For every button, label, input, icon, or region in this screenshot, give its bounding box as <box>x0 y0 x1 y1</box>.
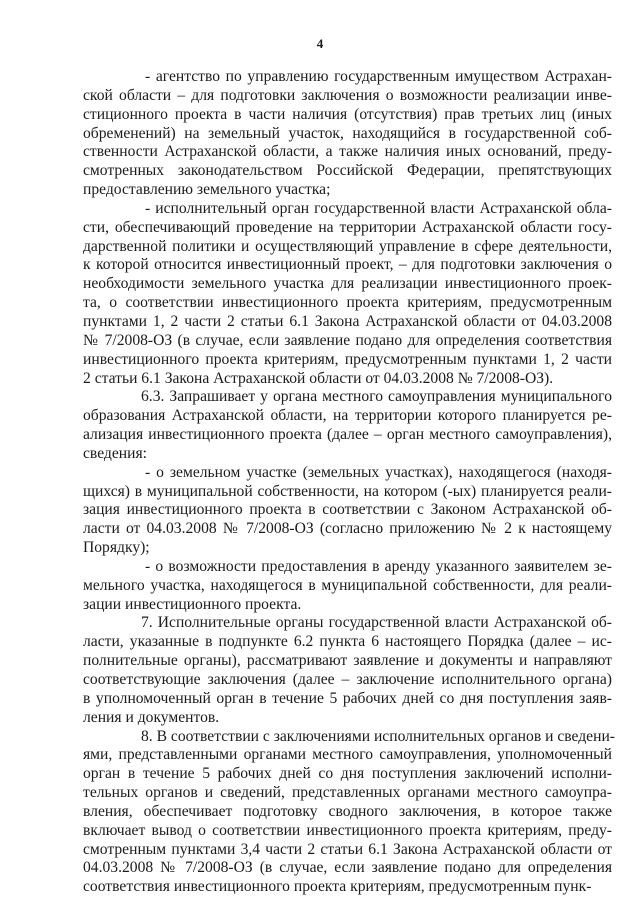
text-line: 2 статьи 6.1 Закона Астраханской области от 04.03.2008 № 7/2008-ОЗ). <box>83 369 554 387</box>
text-line: - о возможности предоставления в аренду указанного заявителем зе- <box>145 557 612 575</box>
text-line: зация инвестиционного проекта в соответствии с Законом Астраханской об- <box>83 501 612 519</box>
text-line: смотренным пунктами 3,4 части 2 статьи 6.1 Закона Астраханской области от <box>83 840 612 858</box>
text-line: тельных органов и сведений, представленных органами местного самоупра- <box>83 784 612 802</box>
text-line: 6.3. Запрашивает у органа местного самоуправления муниципального <box>141 388 612 406</box>
paragraph-bullet-land-plot <box>83 464 612 558</box>
text-line: к которой относится инвестиционный проект, – для подготовки заключения о <box>83 256 612 274</box>
text-line: дарственной политики и осуществляющий управление в сфере деятельности, <box>83 237 612 255</box>
text-line: пунктами 1, 2 части 2 статьи 6.1 Закона Астраханской области от 04.03.2008 <box>83 312 612 330</box>
text-line: ями, представленными органами местного самоуправления, уполномоченный <box>83 746 612 764</box>
text-line: ской области – для подготовки заключения о возможности реализации инве- <box>83 86 612 104</box>
text-line: 7. Исполнительные органы государственной власти Астраханской об- <box>141 614 612 632</box>
text-line: орган в течение 5 рабочих дней со дня поступления заключений исполни- <box>83 765 612 783</box>
text-line: зации инвестиционного проекта. <box>83 595 302 613</box>
text-line: образования Астраханской области, на территории которого планируется ре- <box>83 407 612 425</box>
text-line: смотренных законодательством Российской Федерации, препятствующих <box>83 162 612 180</box>
text-line: сведения: <box>83 444 147 462</box>
text-line: необходимости земельного участка для реализации инвестиционного проек- <box>83 275 612 293</box>
text-line: соответствия инвестиционного проекта критериям, предусмотренным пунк- <box>83 878 592 896</box>
text-line: щихся) в муниципальной собственности, на котором (-ых) планируется реали- <box>83 482 612 500</box>
paragraph-bullet-lease <box>83 558 612 615</box>
text-line: вления, обеспечивает подготовку сводного заключения, в которое также <box>83 802 612 820</box>
text-line: 8. В соответствии с заключениями исполнительных органов и сведени- <box>141 727 615 745</box>
text-line: соответствующие заключения (далее – заключение исполнительного органа) <box>83 671 612 688</box>
text-line: обременений) на земельный участок, находящийся в государственной соб- <box>83 124 612 142</box>
text-line: ласти от 04.03.2008 № 7/2008-ОЗ (согласно приложению № 2 к настоящему <box>83 520 612 538</box>
text-line: - о земельном участке (земельных участках), находящегося (находя- <box>145 463 612 481</box>
text-line: - агентство по управлению государственным имуществом Астрахан- <box>145 68 612 85</box>
text-line: мельного участка, находящегося в муниципальной собственности, для реали- <box>83 576 612 594</box>
text-line: 04.03.2008 № 7/2008-ОЗ (в случае, если заявление подано для определения <box>83 859 612 877</box>
paragraph-clause-7 <box>83 614 612 727</box>
text-line: ласти, указанные в подпункте 6.2 пункта 6 настоящего Порядка (далее – ис- <box>83 633 612 651</box>
text-line: стиционного проекта в части наличия (отсутствия) прав третьих лиц (иных <box>83 105 612 123</box>
text-line: включает вывод о соответствии инвестиционного проекта критериям, преду- <box>83 821 612 839</box>
paragraph-clause-8 <box>83 727 615 898</box>
text-line: в уполномоченный орган в течение 5 рабочих дней со дня поступления заяв- <box>83 689 612 707</box>
text-line: ственности Астраханской области, а также наличия иных оснований, преду- <box>83 143 612 161</box>
page-number: 4 <box>316 36 324 51</box>
text-line: та, о соответствии инвестиционного проекта критериям, предусмотренным <box>83 294 612 312</box>
paragraph-clause-6-3 <box>83 388 612 463</box>
text-line: сти, обеспечивающий проведение на территории Астраханской области госу- <box>83 218 612 236</box>
text-line: предоставлению земельного участка; <box>83 181 331 199</box>
paragraph-bullet-executive-body <box>83 200 612 388</box>
paragraph-bullet-agency <box>83 68 612 200</box>
text-line: Порядку); <box>83 539 150 557</box>
text-line: ализация инвестиционного проекта (далее – орган местного самоуправления), <box>83 426 612 444</box>
text-line: ления и документов. <box>83 708 220 726</box>
text-line: инвестиционного проекта критериям, предусмотренным пунктами 1, 2 части <box>83 350 612 368</box>
text-line: № 7/2008-ОЗ (в случае, если заявление подано для определения соответствия <box>83 331 612 349</box>
text-line: полнительные органы), рассматривают заявление и документы и направляют <box>83 652 612 670</box>
text-line: - исполнительный орган государственной власти Астраханской обла- <box>145 199 612 217</box>
document-body <box>83 68 615 897</box>
